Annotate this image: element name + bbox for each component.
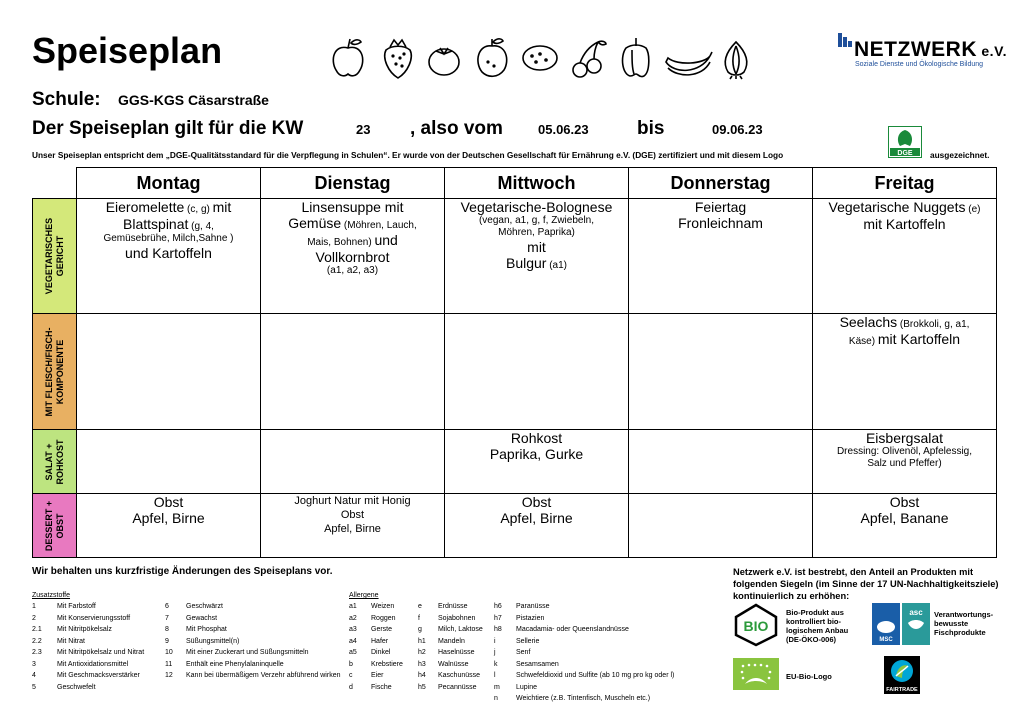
allergen3-items: Paranüsse Pistazien Macadamia- oder Queenslandnüsse Sellerie Senf Sesamsamen Schwefeldioxid und Sulfite (ab 10 mg pro kg oder l) Lupine Weichtiere (z.B. Tintenfisch, Muscheln etc.) <box>516 603 675 702</box>
msc-asc-seal-icon <box>872 603 930 645</box>
cell-veg-friday: Vegetarische Nuggets (e) mit Kartoffeln <box>813 199 997 314</box>
strawberry-icon <box>385 40 412 78</box>
zusatz2-codes: 6 7 8 9 10 11 12 <box>165 603 173 679</box>
cell-salad-tuesday <box>261 430 445 494</box>
row-salad <box>33 430 997 494</box>
day-monday: Montag <box>77 168 261 199</box>
cell-meat-wednesday <box>445 314 629 430</box>
school-name: GGS-KGS Cäsarstraße <box>118 92 269 108</box>
cell-salad-monday <box>77 430 261 494</box>
sustainability-text: Netzwerk e.V. ist bestrebt, den Anteil an Produkten mit folgenden Siegeln (im Sinne der 17 UN-Nachhaltigkeitsziele) kontinuierlich zu erhöhen: <box>733 567 999 601</box>
row-label-meat: MIT FLEISCH/FISCH- KOMPONENTE <box>33 314 77 430</box>
dge-note-end: ausgezeichnet. <box>930 150 990 160</box>
allergen-title: Allergene <box>349 592 379 599</box>
apple-icon <box>333 39 362 76</box>
cell-salad-friday: Eisbergsalat Dressing: Olivenöl, Apfelessig, Salz und Pfeffer) <box>813 430 997 494</box>
school-label: Schule: <box>32 89 101 110</box>
cell-dessert-tuesday: Joghurt Natur mit Honig Obst Apfel, Birne <box>261 494 445 558</box>
netzwerk-logo <box>838 33 852 72</box>
cell-salad-wednesday: Rohkost Paprika, Gurke <box>445 430 629 494</box>
cell-dessert-friday: Obst Apfel, Banane <box>813 494 997 558</box>
zusatz-title: Zusatzstoffe <box>32 592 71 599</box>
cherry-icon <box>573 41 606 77</box>
date-from: 05.06.23 <box>538 122 589 137</box>
cell-veg-thursday: Feiertag Fronleichnam <box>629 199 813 314</box>
also-vom-label: , also vom <box>410 118 503 139</box>
dge-logo <box>888 126 922 158</box>
row-meat <box>33 314 997 430</box>
cell-veg-tuesday: Linsensuppe mit Gemüse (Möhren, Lauch, Mais, Bohnen) und Vollkornbrot (a1, a2, a3) <box>261 199 445 314</box>
row-label-salad: SALAT + ROHKOST <box>33 430 77 494</box>
msc-seal-text: MSC <box>879 637 893 643</box>
cell-salad-thursday <box>629 430 813 494</box>
cell-meat-thursday <box>629 314 813 430</box>
zusatz-items: Mit Farbstoff Mit Konservierungsstoff Mit Nitritpökelsalz Mit Nitrat Mit Nitritpökelsalz und Nitrat Mit Antioxidationsmittel Mit Geschmacksverstärker Geschwefelt <box>57 603 145 691</box>
kw-number: 23 <box>356 122 371 137</box>
page-title: Speiseplan <box>32 30 223 71</box>
day-tuesday: Dienstag <box>261 168 445 199</box>
banana-icon <box>666 52 712 75</box>
day-friday: Freitag <box>813 168 997 199</box>
cell-meat-tuesday <box>261 314 445 430</box>
peach-icon <box>478 39 507 76</box>
tomato-icon <box>429 48 459 75</box>
fruit-icons <box>330 36 760 80</box>
menu-table <box>32 167 997 558</box>
bis-label: bis <box>637 118 665 139</box>
day-thursday: Donnerstag <box>629 168 813 199</box>
row-dessert <box>33 494 997 558</box>
day-header-row <box>33 168 997 199</box>
row-label-dessert: DESSERT + OBST <box>33 494 77 558</box>
bio-seal-icon <box>733 603 779 647</box>
allergen3-codes: h6 h7 h8 i j k l m n <box>494 603 502 702</box>
day-wednesday: Mittwoch <box>445 168 629 199</box>
pepper-icon <box>623 38 649 77</box>
cell-dessert-thursday <box>629 494 813 558</box>
fairtrade-seal-text: FAIRTRADE <box>886 687 918 693</box>
bio-text: Bio-Produkt aus kontrolliert bio-logischem Anbau (DE-ÖKO-006) <box>786 608 849 644</box>
logo-subtitle: Soziale Dienste und Ökologische Bildung <box>855 61 984 68</box>
kw-label: Der Speiseplan gilt für die KW <box>32 118 304 139</box>
asc-seal-text: asc <box>909 608 923 617</box>
cell-meat-monday <box>77 314 261 430</box>
cell-veg-monday: Eieromelette (c, g) mit Blattspinat (g, 4, Gemüsebrühe, Milch,Sahne ) und Kartoffeln <box>77 199 261 314</box>
cell-veg-wednesday: Vegetarische-Bolognese (vegan, a1, g, f, Zwiebeln, Möhren, Paprika) mit Bulgur (a1) <box>445 199 629 314</box>
fish-text: Verantwortungs-bewusste Fischprodukte <box>934 610 994 637</box>
fairtrade-seal-icon <box>884 656 920 694</box>
allergen2-items: Erdnüsse Sojabohnen Milch, Laktose Mandeln Haselnüsse Walnüsse Kaschunüsse Pecannüsse <box>438 603 483 691</box>
allergen1-codes: a1 a2 a3 a4 a5 b c d <box>349 603 357 691</box>
zusatz-codes: 1 2 2.1 2.2 2.3 3 4 5 <box>32 603 42 691</box>
logo-name: NETZWERK e.V. <box>854 38 1008 61</box>
cell-meat-friday: Seelachs (Brokkoli, g, a1, Käse) mit Kartoffeln <box>813 314 997 430</box>
allergen1-items: Weizen Roggen Gerste Hafer Dinkel Krebstiere Eier Fische <box>371 603 403 691</box>
zusatz2-items: Geschwärzt Gewachst Mit Phosphat Süßungsmittel(n) Mit einer Zuckerart und Süßungsmitteln Enthält eine Phenylalaninquelle Kann bei übermäßigem Verzehr abführend wirken <box>186 603 341 679</box>
date-to: 09.06.23 <box>712 122 763 137</box>
row-vegetarian <box>33 199 997 314</box>
dge-note: Unser Speiseplan entspricht dem „DGE-Qualitätsstandard für die Verpflegung in Schulen“. Er wurde von der Deutschen Gesellschaft für Ernährung e.V. (DGE) zertifiziert und mit diesem Logo <box>32 150 784 160</box>
eu-bio-logo-icon <box>733 658 779 690</box>
onion-icon <box>725 42 747 79</box>
allergen2-codes: e f g h1 h2 h3 h4 h5 <box>418 603 426 691</box>
bio-seal-text: BIO <box>743 618 769 634</box>
dge-logo-text: DGE <box>897 150 913 157</box>
cell-dessert-monday: Obst Apfel, Birne <box>77 494 261 558</box>
corner-cell <box>33 168 77 199</box>
change-note: Wir behalten uns kurzfristige Änderungen des Speiseplans vor. <box>32 566 333 577</box>
eu-bio-text: EU-Bio-Logo <box>786 672 832 681</box>
cell-dessert-wednesday: Obst Apfel, Birne <box>445 494 629 558</box>
row-label-vegetarian: VEGETARISCHES GERICHT <box>33 199 77 314</box>
potato-icon <box>523 46 557 70</box>
